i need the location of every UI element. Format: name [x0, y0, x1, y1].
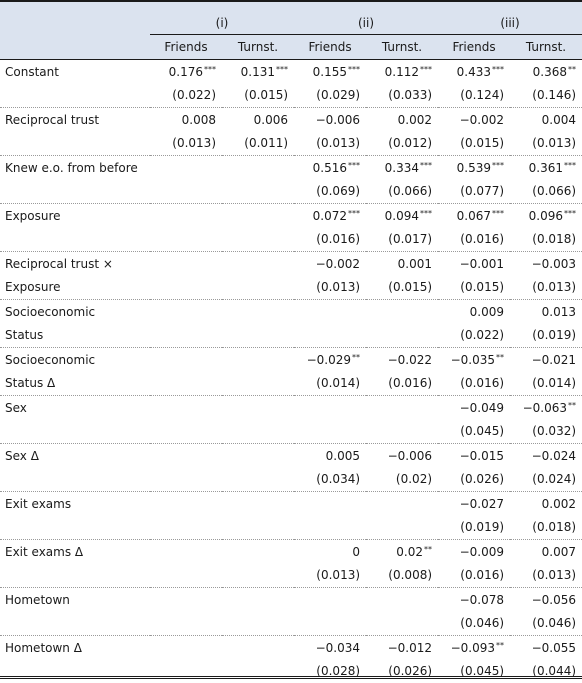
coefficient-cell: [438, 444, 510, 468]
std-error-row: [0, 132, 582, 156]
std-error-cell: (0.016): [438, 564, 510, 588]
std-error-row: [0, 468, 582, 492]
std-error-cell: (0.016): [438, 372, 510, 396]
std-error-cell: (0.011): [222, 132, 294, 156]
row-label: Status Δ: [0, 372, 150, 396]
coefficient-cell: [510, 636, 582, 660]
coefficient-cell: [150, 396, 222, 420]
coefficient-value: 0.002: [398, 113, 432, 127]
coefficient-value: −0.009: [460, 545, 504, 559]
std-error-cell: [150, 276, 222, 300]
coefficient-row: [0, 540, 582, 564]
row-label: Exit exams Δ: [0, 540, 150, 564]
std-error-cell: (0.02): [366, 468, 438, 492]
coefficient-value: −0.022: [388, 353, 432, 367]
row-label: Exposure: [0, 204, 150, 228]
coefficient-value: −0.027: [460, 497, 504, 511]
std-error-cell: (0.146): [510, 84, 582, 108]
std-error-cell: (0.013): [510, 132, 582, 156]
std-error-row: [0, 324, 582, 348]
coefficient-value: −0.024: [532, 449, 576, 463]
significance-stars: **: [568, 65, 576, 74]
coefficient-row: [0, 492, 582, 516]
coefficient-cell: [510, 444, 582, 468]
std-error-cell: (0.018): [510, 228, 582, 252]
coefficient-value: 0.539: [457, 161, 491, 175]
coefficient-cell: [510, 108, 582, 132]
coefficient-cell: [510, 252, 582, 276]
coefficient-row: [0, 300, 582, 324]
coefficient-cell: [438, 300, 510, 324]
coefficient-cell: [150, 108, 222, 132]
row-label: [0, 612, 150, 636]
coefficient-value: −0.029: [307, 353, 351, 367]
coefficient-cell: [150, 588, 222, 612]
coefficient-value: −0.055: [532, 641, 576, 655]
row-label: Sex Δ: [0, 444, 150, 468]
row-label: [0, 516, 150, 540]
row-label: [0, 84, 150, 108]
row-label: Hometown: [0, 588, 150, 612]
std-error-row: [0, 420, 582, 444]
coefficient-cell: [510, 204, 582, 228]
row-label: Constant: [0, 60, 150, 84]
row-label: Socioeconomic: [0, 300, 150, 324]
std-error-cell: [294, 612, 366, 636]
coefficient-cell: [510, 300, 582, 324]
std-error-cell: (0.012): [366, 132, 438, 156]
coefficient-cell: [510, 60, 582, 84]
coefficient-value: 0.007: [542, 545, 576, 559]
std-error-row: [0, 372, 582, 396]
coefficient-value: 0.009: [470, 305, 504, 319]
coefficient-value: −0.034: [316, 641, 360, 655]
std-error-cell: (0.015): [438, 132, 510, 156]
coefficient-value: −0.012: [388, 641, 432, 655]
coefficient-value: 0.131: [241, 65, 275, 79]
coefficient-value: −0.015: [460, 449, 504, 463]
coefficient-cell: [222, 588, 294, 612]
coefficient-cell: [438, 396, 510, 420]
row-label: Hometown Δ: [0, 636, 150, 660]
coefficient-cell: [222, 60, 294, 84]
std-error-cell: (0.013): [294, 276, 366, 300]
table-header: [0, 1, 582, 60]
row-label: [0, 132, 150, 156]
coefficient-cell: [294, 204, 366, 228]
std-error-cell: (0.029): [294, 84, 366, 108]
row-label: Reciprocal trust ×: [0, 252, 150, 276]
coefficient-cell: [438, 636, 510, 660]
std-error-cell: (0.034): [294, 468, 366, 492]
coefficient-value: 0.155: [313, 65, 347, 79]
coefficient-value: −0.035: [451, 353, 495, 367]
coefficient-value: 0.002: [542, 497, 576, 511]
coefficient-cell: [294, 444, 366, 468]
coefficient-row: [0, 636, 582, 660]
coefficient-value: 0.516: [313, 161, 347, 175]
row-label: Sex: [0, 396, 150, 420]
group-header-2: (ii): [294, 1, 438, 35]
coefficient-cell: [294, 396, 366, 420]
coefficient-value: 0.368: [533, 65, 567, 79]
std-error-cell: (0.013): [294, 564, 366, 588]
coefficient-cell: [366, 252, 438, 276]
coefficient-cell: [294, 540, 366, 564]
coefficient-value: 0.112: [385, 65, 419, 79]
coefficient-cell: [222, 108, 294, 132]
std-error-cell: (0.019): [510, 324, 582, 348]
coefficient-value: −0.078: [460, 593, 504, 607]
significance-stars: ***: [348, 161, 360, 170]
std-error-cell: (0.033): [366, 84, 438, 108]
std-error-cell: (0.013): [510, 276, 582, 300]
std-error-cell: [150, 324, 222, 348]
row-label: Knew e.o. from before: [0, 156, 150, 180]
significance-stars: ***: [492, 161, 504, 170]
std-error-cell: [366, 612, 438, 636]
std-error-cell: [222, 180, 294, 204]
coefficient-cell: [510, 588, 582, 612]
coefficient-value: 0.094: [385, 209, 419, 223]
significance-stars: **: [496, 641, 504, 650]
row-label: [0, 228, 150, 252]
std-error-cell: [150, 564, 222, 588]
std-error-cell: (0.013): [150, 132, 222, 156]
coefficient-row: [0, 348, 582, 372]
coefficient-cell: [150, 156, 222, 180]
coefficient-cell: [222, 252, 294, 276]
std-error-cell: (0.019): [438, 516, 510, 540]
coefficient-cell: [438, 108, 510, 132]
std-error-row: [0, 180, 582, 204]
std-error-cell: [366, 516, 438, 540]
std-error-cell: [366, 420, 438, 444]
significance-stars: **: [568, 401, 576, 410]
significance-stars: ***: [564, 161, 576, 170]
std-error-cell: (0.015): [366, 276, 438, 300]
coefficient-row: [0, 204, 582, 228]
coefficient-value: 0.067: [457, 209, 491, 223]
coefficient-value: −0.006: [316, 113, 360, 127]
std-error-cell: [294, 420, 366, 444]
coefficient-cell: [294, 492, 366, 516]
significance-stars: ***: [564, 209, 576, 218]
std-error-cell: [366, 324, 438, 348]
coefficient-cell: [150, 492, 222, 516]
coefficient-cell: [294, 252, 366, 276]
coefficient-cell: [222, 204, 294, 228]
bottom-rule: [0, 676, 582, 677]
std-error-cell: (0.016): [438, 228, 510, 252]
coefficient-row: [0, 588, 582, 612]
coefficient-cell: [294, 300, 366, 324]
std-error-cell: (0.026): [438, 468, 510, 492]
coefficient-value: 0.001: [398, 257, 432, 271]
std-error-cell: (0.015): [222, 84, 294, 108]
coefficient-cell: [510, 540, 582, 564]
significance-stars: ***: [420, 65, 432, 74]
coefficient-row: [0, 60, 582, 84]
coefficient-value: 0.176: [169, 65, 203, 79]
std-error-cell: (0.024): [510, 468, 582, 492]
coefficient-value: −0.063: [523, 401, 567, 415]
std-error-cell: (0.026): [366, 660, 438, 683]
coefficient-cell: [366, 636, 438, 660]
header-corner-sub: [0, 35, 150, 60]
std-error-cell: (0.066): [510, 180, 582, 204]
coefficient-value: −0.002: [316, 257, 360, 271]
std-error-cell: [222, 228, 294, 252]
coefficient-cell: [294, 588, 366, 612]
coefficient-cell: [366, 108, 438, 132]
coefficient-row: [0, 108, 582, 132]
coefficient-value: 0.334: [385, 161, 419, 175]
row-label: [0, 420, 150, 444]
std-error-cell: (0.045): [438, 660, 510, 683]
coefficient-value: 0.02: [396, 545, 423, 559]
coefficient-cell: [150, 540, 222, 564]
coefficient-cell: [438, 540, 510, 564]
std-error-cell: (0.022): [438, 324, 510, 348]
std-error-cell: (0.016): [366, 372, 438, 396]
std-error-cell: (0.014): [294, 372, 366, 396]
coefficient-cell: [366, 588, 438, 612]
row-label: Exit exams: [0, 492, 150, 516]
coefficient-value: −0.093: [451, 641, 495, 655]
coefficient-cell: [150, 252, 222, 276]
coefficient-cell: [510, 396, 582, 420]
std-error-cell: (0.032): [510, 420, 582, 444]
std-error-row: [0, 228, 582, 252]
std-error-cell: [222, 564, 294, 588]
coefficient-cell: [366, 156, 438, 180]
coefficient-cell: [366, 396, 438, 420]
coefficient-cell: [222, 300, 294, 324]
row-label: [0, 468, 150, 492]
row-label: [0, 660, 150, 683]
std-error-cell: [222, 516, 294, 540]
std-error-cell: (0.069): [294, 180, 366, 204]
row-label: Reciprocal trust: [0, 108, 150, 132]
coefficient-cell: [366, 348, 438, 372]
std-error-cell: (0.018): [510, 516, 582, 540]
coefficient-value: 0.072: [313, 209, 347, 223]
std-error-cell: [150, 468, 222, 492]
coefficient-cell: [222, 492, 294, 516]
coefficient-cell: [222, 444, 294, 468]
coefficient-value: −0.056: [532, 593, 576, 607]
std-error-cell: [294, 516, 366, 540]
significance-stars: ***: [492, 65, 504, 74]
coefficient-cell: [510, 348, 582, 372]
std-error-cell: (0.015): [438, 276, 510, 300]
coefficient-cell: [222, 396, 294, 420]
std-error-cell: (0.008): [366, 564, 438, 588]
std-error-cell: (0.046): [510, 612, 582, 636]
column-header: Friends: [294, 35, 366, 60]
std-error-cell: (0.013): [294, 132, 366, 156]
coefficient-cell: [366, 204, 438, 228]
std-error-cell: (0.017): [366, 228, 438, 252]
significance-stars: ***: [348, 65, 360, 74]
std-error-cell: (0.077): [438, 180, 510, 204]
coefficient-cell: [150, 60, 222, 84]
significance-stars: ***: [420, 161, 432, 170]
coefficient-cell: [222, 540, 294, 564]
coefficient-cell: [150, 204, 222, 228]
column-header: Turnst.: [366, 35, 438, 60]
std-error-cell: [222, 468, 294, 492]
coefficient-cell: [294, 60, 366, 84]
coefficient-value: 0.433: [457, 65, 491, 79]
row-label: [0, 564, 150, 588]
significance-stars: **: [424, 545, 432, 554]
std-error-row: [0, 660, 582, 683]
coefficient-value: −0.006: [388, 449, 432, 463]
coefficient-cell: [366, 60, 438, 84]
std-error-row: [0, 276, 582, 300]
significance-stars: **: [352, 353, 360, 362]
row-label: Exposure: [0, 276, 150, 300]
coefficient-cell: [150, 348, 222, 372]
row-label: Socioeconomic: [0, 348, 150, 372]
std-error-cell: (0.014): [510, 372, 582, 396]
coefficient-value: −0.001: [460, 257, 504, 271]
column-header: Turnst.: [222, 35, 294, 60]
std-error-row: [0, 84, 582, 108]
coefficient-row: [0, 444, 582, 468]
coefficient-cell: [366, 300, 438, 324]
std-error-cell: [150, 516, 222, 540]
coefficient-value: −0.002: [460, 113, 504, 127]
table-body: [0, 60, 582, 683]
std-error-cell: (0.045): [438, 420, 510, 444]
coefficient-cell: [366, 540, 438, 564]
coefficient-cell: [366, 492, 438, 516]
std-error-cell: [222, 276, 294, 300]
coefficient-cell: [438, 156, 510, 180]
std-error-cell: (0.016): [294, 228, 366, 252]
coefficient-cell: [438, 348, 510, 372]
significance-stars: ***: [276, 65, 288, 74]
coefficient-cell: [150, 444, 222, 468]
coefficient-cell: [150, 636, 222, 660]
std-error-row: [0, 612, 582, 636]
std-error-cell: (0.044): [510, 660, 582, 683]
std-error-cell: [150, 228, 222, 252]
row-label: Status: [0, 324, 150, 348]
coefficient-cell: [438, 588, 510, 612]
coefficient-value: 0: [352, 545, 360, 559]
std-error-cell: [150, 660, 222, 683]
group-header-1: (i): [150, 1, 294, 35]
coefficient-value: −0.049: [460, 401, 504, 415]
row-label: [0, 180, 150, 204]
std-error-cell: [150, 612, 222, 636]
coefficient-value: 0.008: [182, 113, 216, 127]
std-error-cell: (0.022): [150, 84, 222, 108]
std-error-cell: [294, 324, 366, 348]
significance-stars: ***: [420, 209, 432, 218]
coefficient-cell: [222, 636, 294, 660]
coefficient-value: 0.006: [254, 113, 288, 127]
std-error-cell: (0.124): [438, 84, 510, 108]
column-header: Turnst.: [510, 35, 582, 60]
coefficient-cell: [150, 300, 222, 324]
coefficient-cell: [294, 156, 366, 180]
coefficient-cell: [438, 204, 510, 228]
coefficient-cell: [438, 60, 510, 84]
header-corner: [0, 1, 150, 35]
std-error-cell: [150, 372, 222, 396]
significance-stars: ***: [204, 65, 216, 74]
std-error-cell: [150, 180, 222, 204]
std-error-row: [0, 516, 582, 540]
std-error-cell: (0.013): [510, 564, 582, 588]
coefficient-value: 0.096: [529, 209, 563, 223]
std-error-cell: [222, 660, 294, 683]
coefficient-value: 0.004: [542, 113, 576, 127]
bottom-rule-double: [0, 678, 582, 679]
coefficient-row: [0, 396, 582, 420]
coefficient-value: 0.005: [326, 449, 360, 463]
coefficient-cell: [438, 252, 510, 276]
coefficient-row: [0, 156, 582, 180]
column-header: Friends: [438, 35, 510, 60]
std-error-cell: [222, 324, 294, 348]
std-error-cell: [222, 420, 294, 444]
coefficient-cell: [222, 156, 294, 180]
significance-stars: ***: [492, 209, 504, 218]
coefficient-value: −0.021: [532, 353, 576, 367]
significance-stars: ***: [348, 209, 360, 218]
std-error-cell: [222, 372, 294, 396]
coefficient-cell: [438, 492, 510, 516]
coefficient-cell: [510, 492, 582, 516]
std-error-cell: (0.028): [294, 660, 366, 683]
coefficient-value: 0.361: [529, 161, 563, 175]
coefficient-value: −0.003: [532, 257, 576, 271]
coefficient-cell: [294, 108, 366, 132]
coefficient-cell: [222, 348, 294, 372]
std-error-cell: (0.046): [438, 612, 510, 636]
significance-stars: **: [496, 353, 504, 362]
coefficient-cell: [510, 156, 582, 180]
std-error-cell: [222, 612, 294, 636]
std-error-cell: (0.066): [366, 180, 438, 204]
group-header-3: (iii): [438, 1, 582, 35]
coefficient-value: 0.013: [542, 305, 576, 319]
std-error-cell: [150, 420, 222, 444]
column-header: Friends: [150, 35, 222, 60]
coefficient-cell: [294, 636, 366, 660]
coefficient-cell: [294, 348, 366, 372]
coefficient-row: [0, 252, 582, 276]
coefficient-cell: [366, 444, 438, 468]
std-error-row: [0, 564, 582, 588]
